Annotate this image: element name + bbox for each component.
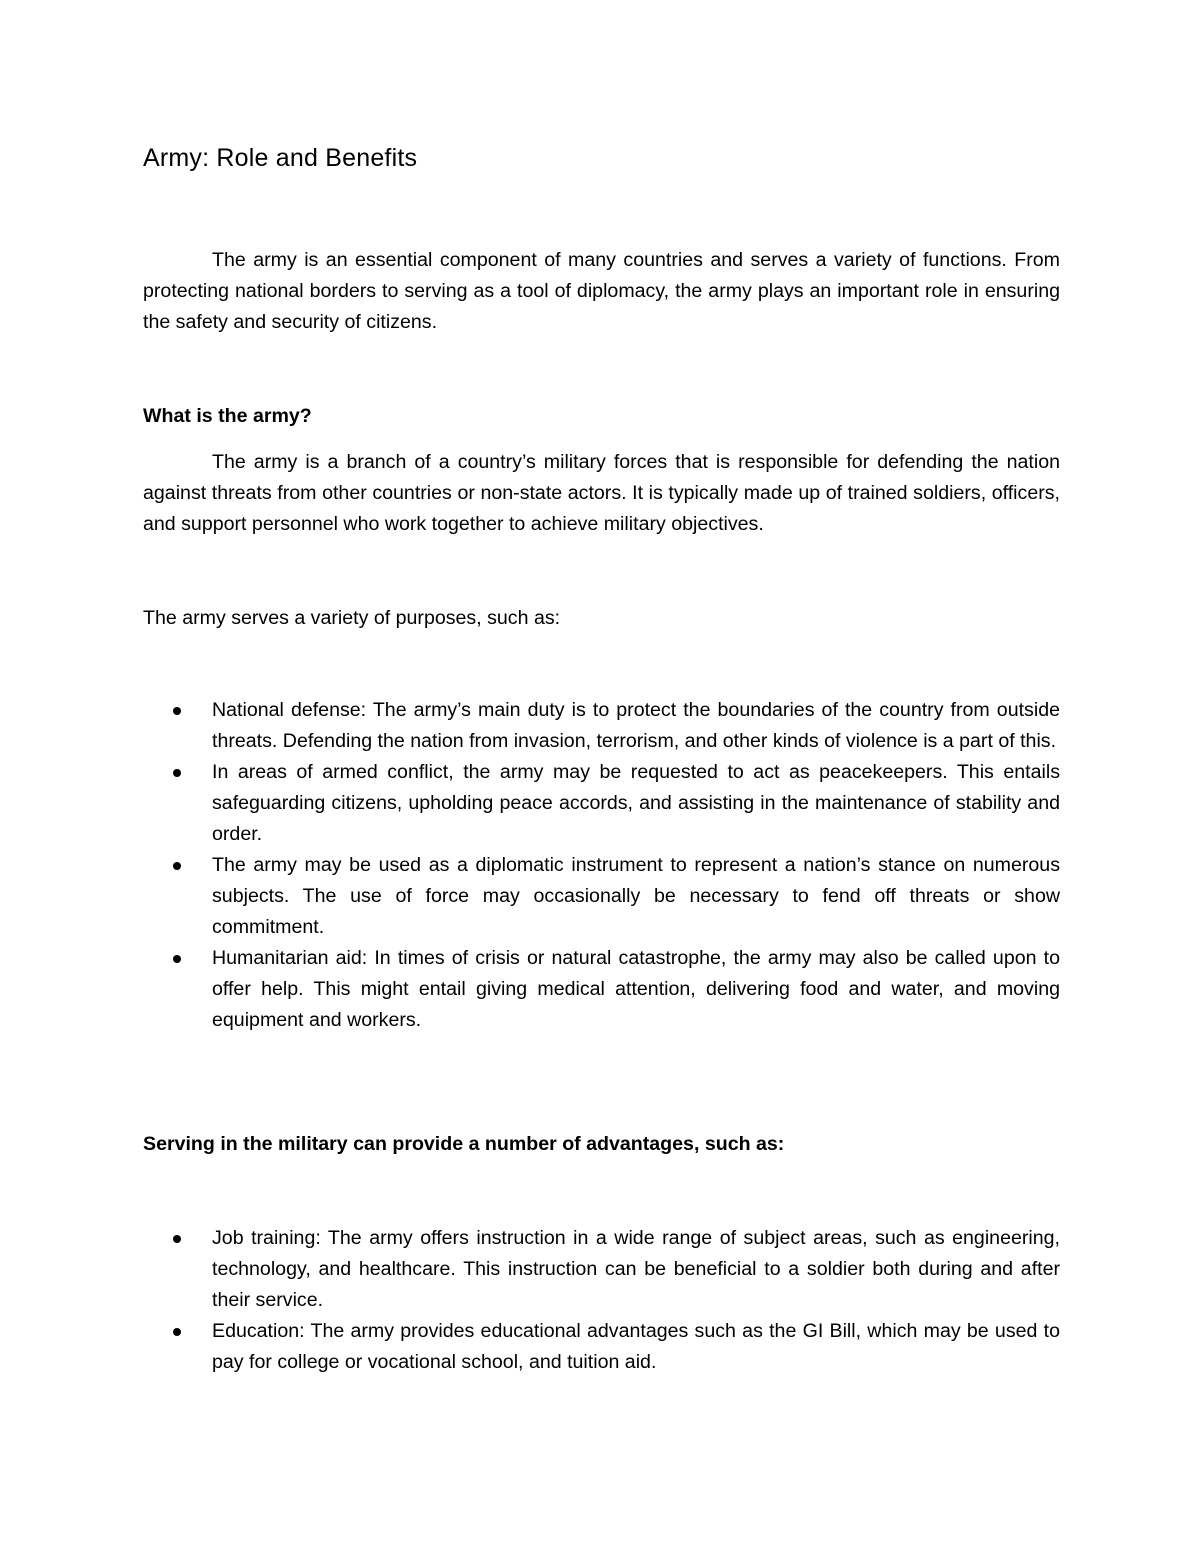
list-item-text: Job training: The army offers instruction in a wide range of subject areas, such as engineering, technology, and healthcare. This instruction can be beneficial to a soldier both during and after their service. [212, 1227, 1060, 1311]
bullet-icon [173, 1328, 181, 1336]
purposes-lead: The army serves a variety of purposes, such as: [143, 607, 561, 629]
what-is-army-paragraph: The army is a branch of a country’s military forces that is responsible for defending the nation against threats from other countries or non-state actors. It is typically made up of trained soldiers, officers, and support personnel who work together to achieve military objectives. [143, 451, 1060, 535]
advantages-heading: Serving in the military can provide a number of advantages, such as: [143, 1133, 785, 1155]
document-page [143, 0, 1060, 1553]
bullet-icon [173, 769, 181, 777]
bullet-icon [173, 955, 181, 963]
list-item [143, 1316, 1060, 1378]
list-item [143, 850, 1060, 943]
intro-paragraph: The army is an essential component of many countries and serves a variety of functions. From protecting national borders to serving as a tool of diplomacy, the army plays an important role in ensuring the safety and security of citizens. [143, 249, 1060, 333]
list-item-text: Humanitarian aid: In times of crisis or natural catastrophe, the army may also be called upon to offer help. This might entail giving medical attention, delivering food and water, and moving equipment and workers. [212, 947, 1060, 1031]
list-item [143, 695, 1060, 757]
bullet-icon [173, 862, 181, 870]
list-item [143, 1223, 1060, 1316]
list-item [143, 943, 1060, 1036]
list-item-text: The army may be used as a diplomatic instrument to represent a nation’s stance on numerous subjects. The use of force may occasionally be necessary to fend off threats or show commitment. [212, 854, 1060, 938]
advantages-list [143, 1223, 1060, 1378]
section-heading-what-is-army: What is the army? [143, 405, 312, 427]
list-item-text: In areas of armed conflict, the army may be requested to act as peacekeepers. This entails safeguarding citizens, upholding peace accords, and assisting in the maintenance of stability and order. [212, 761, 1060, 845]
purposes-list [143, 695, 1060, 1036]
list-item-text: Education: The army provides educational advantages such as the GI Bill, which may be used to pay for college or vocational school, and tuition aid. [212, 1320, 1060, 1373]
bullet-icon [173, 1235, 181, 1243]
document-title: Army: Role and Benefits [143, 144, 418, 172]
list-item-text: National defense: The army’s main duty is to protect the boundaries of the country from outside threats. Defending the nation from invasion, terrorism, and other kinds of violence is a part of this. [212, 699, 1060, 752]
bullet-icon [173, 707, 181, 715]
list-item [143, 757, 1060, 850]
